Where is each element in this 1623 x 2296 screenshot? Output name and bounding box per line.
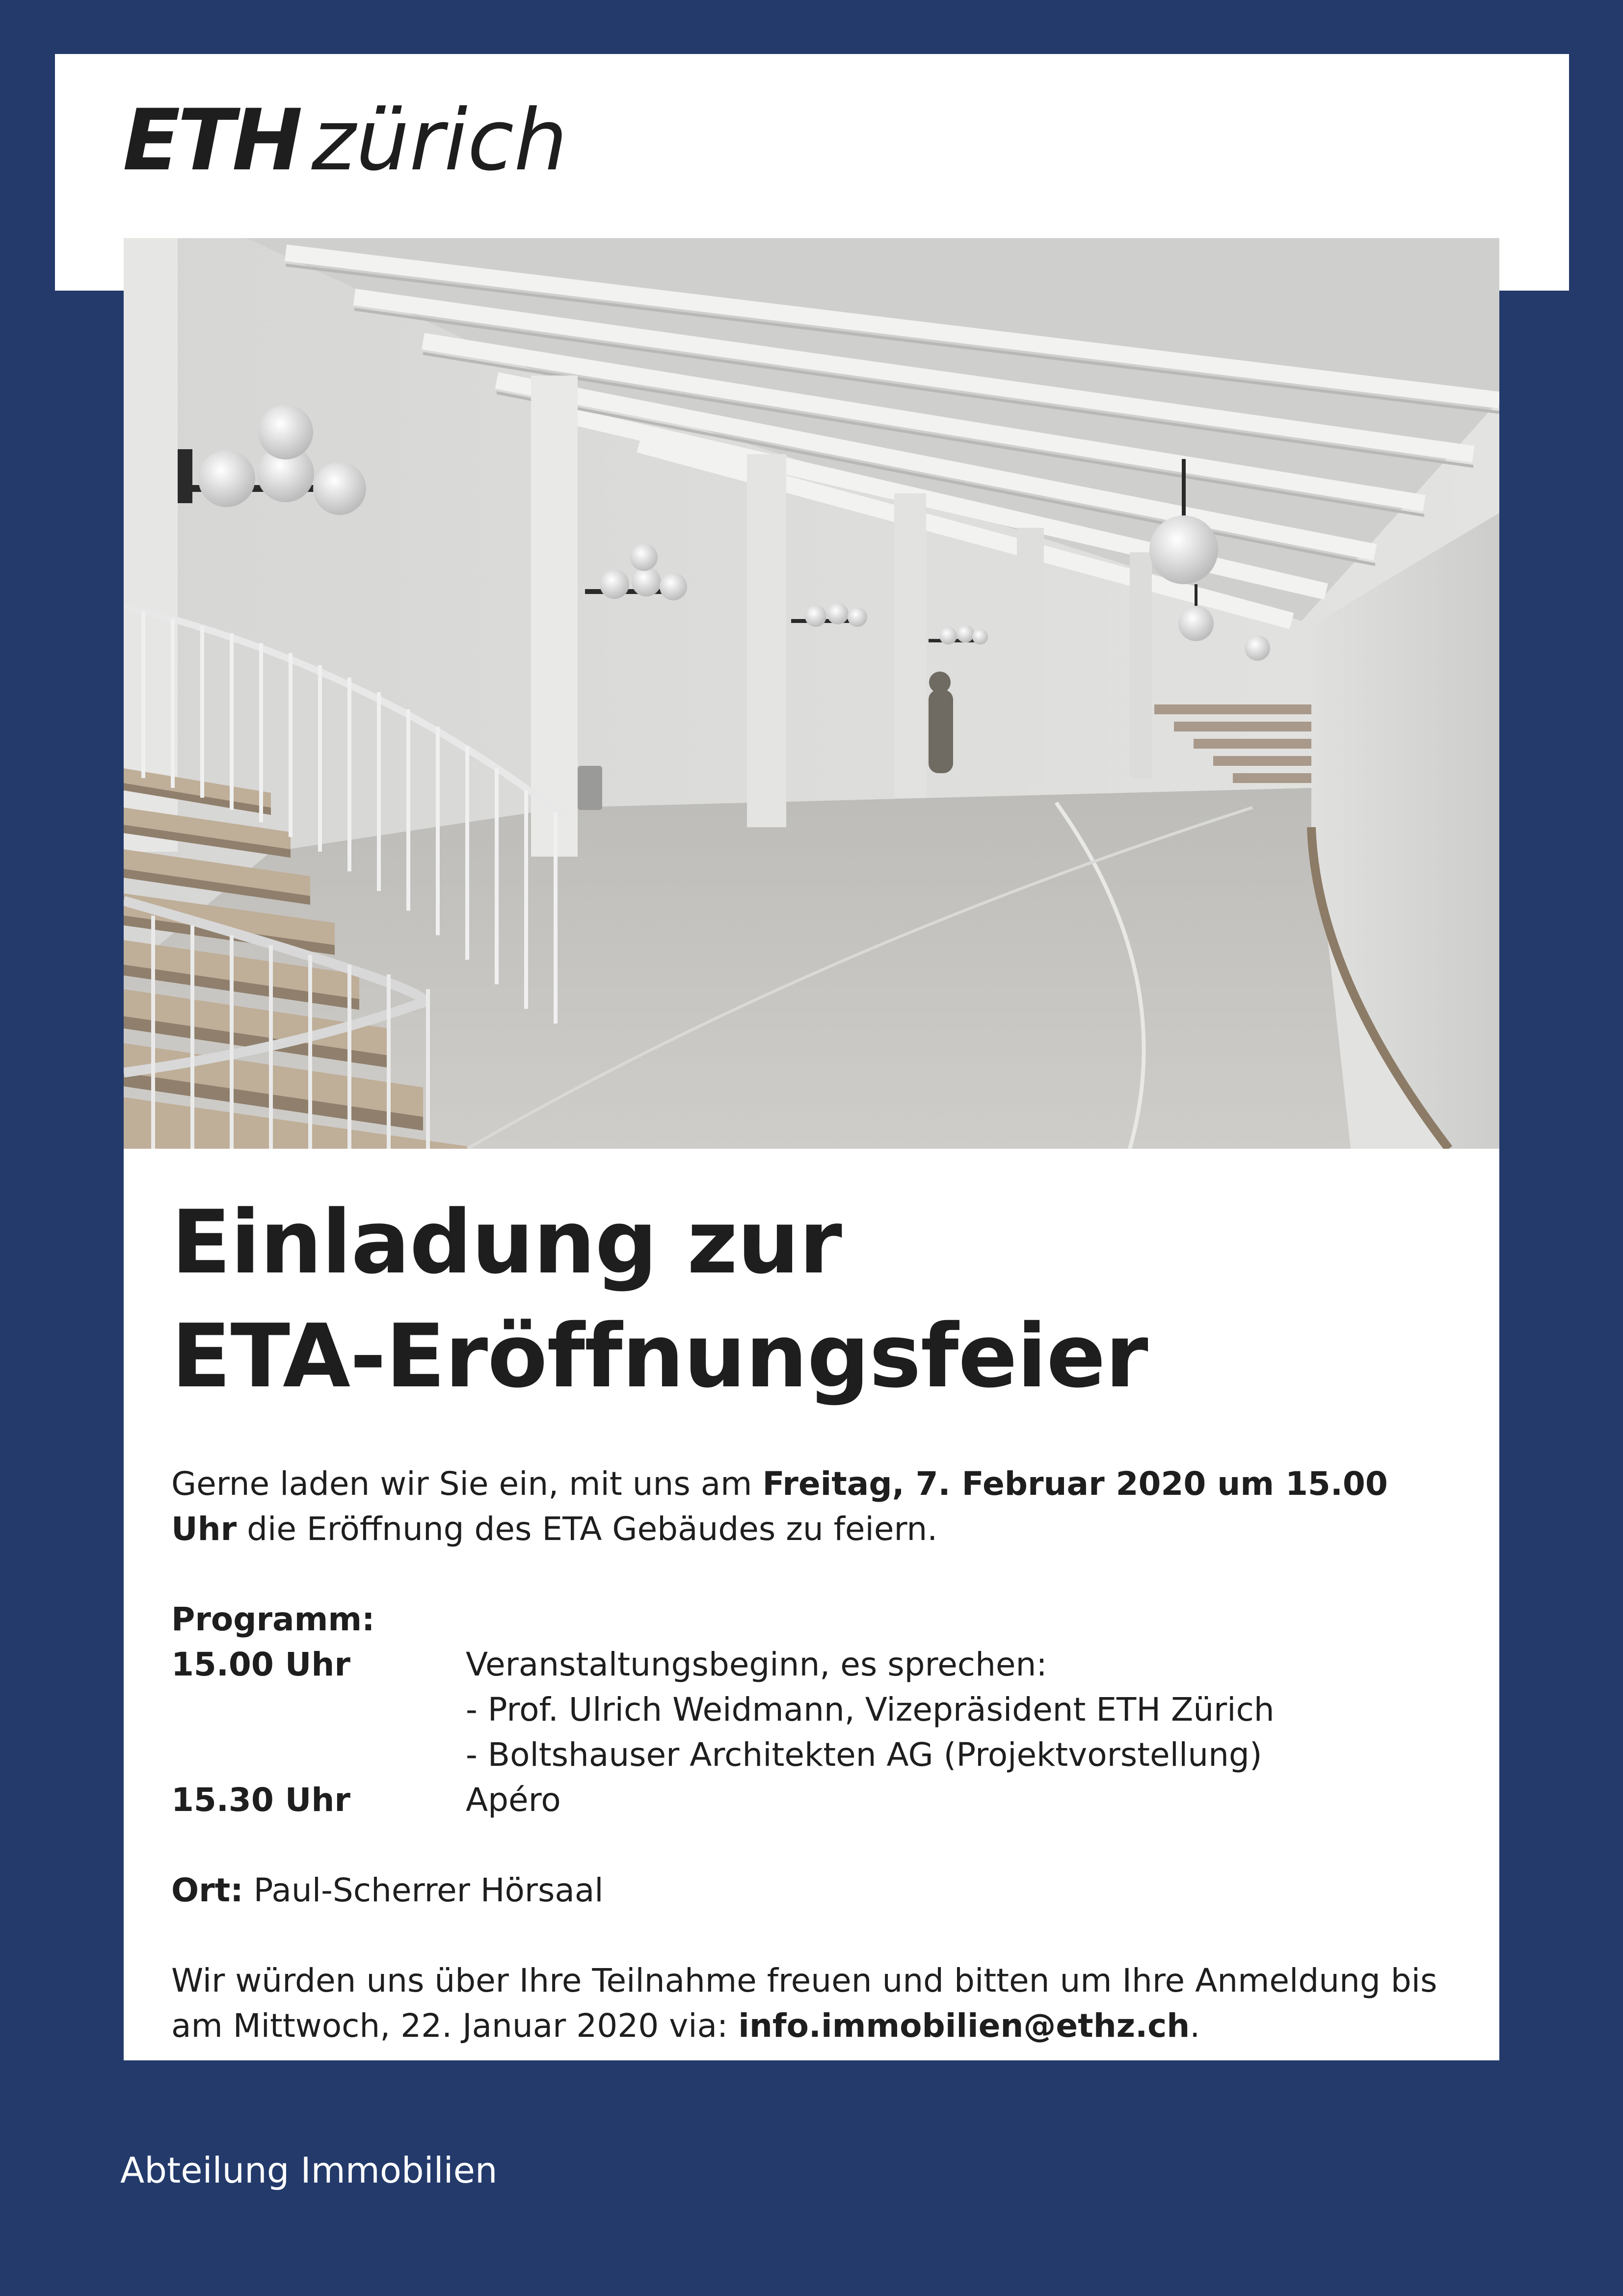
program-description [466,1778,561,1823]
program-section [171,1597,1457,1823]
eth-zurich-logo [123,91,568,196]
intro-text-2: die Eröffnung des ETA Gebäudes zu feiern. [237,1510,938,1548]
logo-zurich-text: zürich [311,91,568,189]
program-line: Apéro [466,1781,561,1819]
program-line: Veranstaltungsbeginn, es sprechen: [466,1646,1047,1683]
intro-paragraph [171,1461,1457,1552]
location-value: Paul-Scherrer Hörsaal [243,1871,604,1909]
closing-text: Wir würden uns über Ihre Teilnahme freuen und bitten um Ihre Anmeldung bis am Mittwoch, 22. Januar 2020 via: [171,1962,1437,2045]
title-line-1: Einladung zur [171,1191,842,1293]
program-time: 15.30 Uhr [171,1781,350,1819]
invitation-card [124,238,1499,2060]
invitation-content [171,1186,1457,2049]
page-title [171,1186,1457,1413]
building-interior-photo [124,238,1499,1149]
closing-end: . [1190,2007,1200,2045]
contact-email-link[interactable]: info.immobilien@ethz.ch [738,2007,1190,2045]
program-item [171,1642,1457,1778]
closing-paragraph [171,1958,1457,2049]
program-time: 15.00 Uhr [171,1646,350,1683]
logo-eth-text: ETH [123,91,300,189]
program-line: - Prof. Ulrich Weidmann, Vizepräsident ETH Zürich [466,1691,1275,1729]
program-item [171,1778,1457,1823]
program-description [466,1642,1275,1778]
title-line-2: ETA-Eröffnungsfeier [171,1305,1148,1407]
intro-text-1: Gerne laden wir Sie ein, mit uns am [171,1465,763,1503]
program-line: - Boltshauser Architekten AG (Projektvorstellung) [466,1736,1262,1774]
department-footer: Abteilung Immobilien [120,2150,498,2191]
location-label: Ort: [171,1871,243,1909]
program-heading: Programm: [171,1600,375,1638]
intro-date: Freitag, 7. Februar 2020 um 15.00 Uhr [171,1465,1388,1548]
location-line [171,1868,1457,1913]
